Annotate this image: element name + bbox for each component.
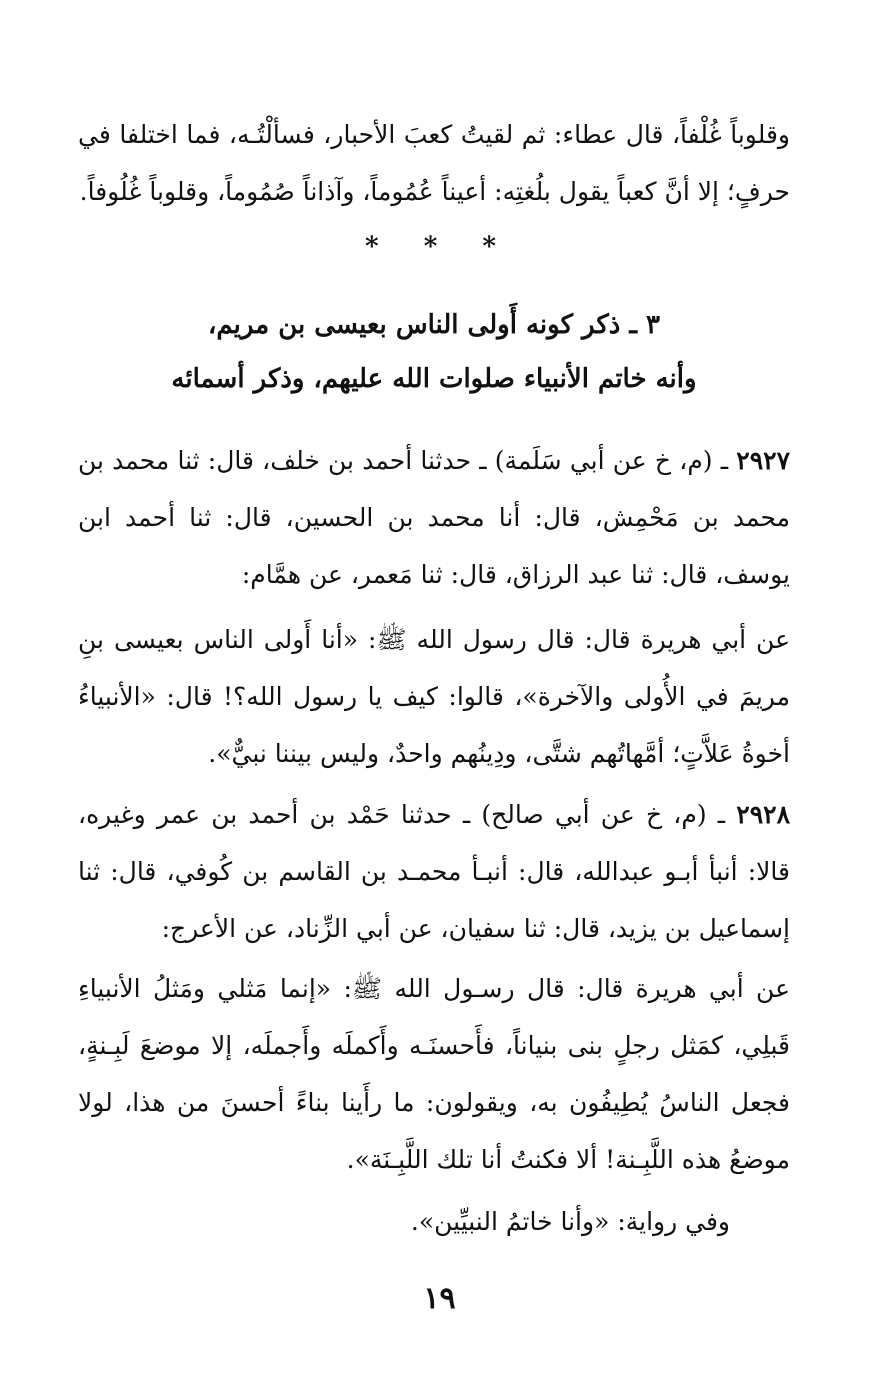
heading-line-2: وأنه خاتم الأنبياء صلوات الله عليهم، وذكر أسمائه [171, 364, 697, 394]
heading-line-1: ٣ ـ ذكر كونه أَولى الناس بعيسى بن مريم، [207, 310, 661, 340]
intro-paragraph: وقلوباً غُلْفاً، قال عطاء: ثم لقيتُ كعبَ الأحبار، فسألْتُـه، فما اختلفا في حرفٍ؛ إلا أنَّ كعباً يقول بلُغتِه: أعيناً عُمُوماً، وآذاناً صُمُوماً، وقلوباً غُلُوفاً. [78, 120, 790, 206]
hadith-2927-isnad [78, 432, 790, 603]
hadith-2927-number: ٢٩٢٧ [736, 446, 790, 475]
page-number: ١٩ [423, 1281, 456, 1316]
hadith-2928-isnad [78, 786, 790, 957]
chapter-heading [78, 298, 790, 406]
hadith-2928-riwaya [78, 1193, 790, 1250]
hadith-2928-matn: عن أبي هريرة قال: قال رسـول الله ﷺ: «إنما مَثلي ومَثلُ الأنبياءِ قَبلِي، كمَثل رجلٍ بنى بنياناً، فأَحسنَـه وأَكملَه وأَجملَه، إلا موضعَ لَبِـنةٍ، فجعل الناسُ يُطِيفُون به، ويقولون: ما رأَينا بناءً أحسنَ من هذا، لولا موضعُ هذه اللَّبِـنة! ألا فكنتُ أنا تلك اللَّبِـنَة». [78, 974, 790, 1174]
riwaya-text: وفي رواية: «وأنا خاتمُ النبيِّين». [410, 1207, 730, 1236]
section-separator: * * * [365, 232, 514, 262]
hadith-2928-number: ٢٩٢٨ [736, 800, 790, 829]
hadith-2928-isnad-text: ـ (م، خ عن أبي صالح) ـ حدثنا حَمْد بن أحمد بن عمر وغيره، قالا: أنبأ أبـو عبدالله، قال: أنبـأ محمـد بن القاسم بن كُوفي، قال: ثنا إسماعيل بن يزيد، قال: ثنا سفيان، عن أبي الزِّناد، عن الأعرج: [78, 800, 790, 943]
hadith-2927-isnad-text: ـ (م، خ عن أبي سَلَمة) ـ حدثنا أحمد بن خلف، قال: ثنا محمد بن محمد بن مَحْمِش، قال: أنا محمد بن الحسين، قال: ثنا أحمد ابن يوسف، قال: ثنا عبد الرزاق، قال: ثنا مَعمر، عن همَّام: [78, 446, 790, 589]
hadith-2927-matn: عن أبي هريرة قال: قال رسول الله ﷺ: «أنا أَولى الناس بعيسى بنِ مريمَ في الأُولى والآخرة»، قالوا: كيف يا رسول الله؟! قال: «الأنبياءُ أخوةُ عَلاَّتٍ؛ أمَّهاتُهم شتَّى، ودِينُهم واحدٌ، وليس بيننا نبيٌّ». [78, 625, 790, 768]
